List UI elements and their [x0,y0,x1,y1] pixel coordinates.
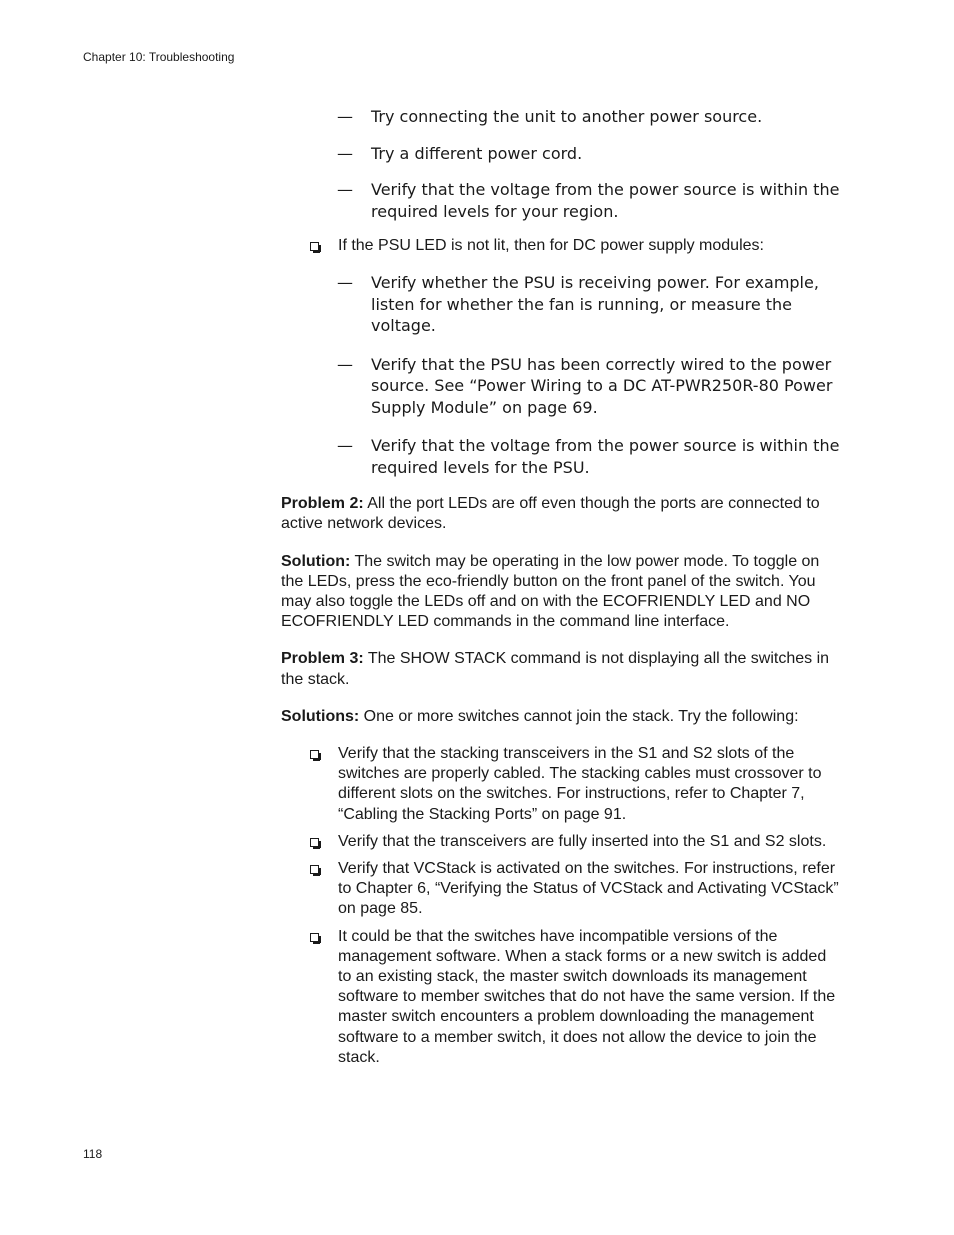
list-item [281,236,843,256]
solution-label: Solutions: [281,707,360,725]
page-number: 118 [83,1147,103,1161]
checkbox-bullet-icon [310,242,319,251]
checkbox-bullet-icon [310,750,319,759]
problem-2-paragraph [281,494,843,534]
list-item-text: Try connecting the unit to another power source. [371,107,763,126]
list-item [281,179,843,222]
em-dash: — [337,273,353,293]
solution-label: Solution: [281,552,351,570]
list-item-text: Verify that the PSU has been correctly wired to the power source. See “Power Wiring to a DC AT-PWR250R-80 Power Supply Module” on page 69. [371,354,833,417]
checkbox-bullet-icon [310,838,319,847]
checkbox-bullet-icon [310,865,319,874]
em-dash: — [337,436,353,456]
list-item [281,832,843,852]
list-item [281,106,843,128]
em-dash: — [337,180,353,199]
running-header: Chapter 10: Troubleshooting [83,50,235,64]
solution-text: The switch may be operating in the low power mode. To toggle on the LEDs, press the eco-friendly button on the front panel of the switch. You may also toggle the LEDs off and on with the ECOFRIENDLY LED and NO ECOFRIENDLY LED commands in the command line interface. [281,552,820,631]
problem-label: Problem 3: [281,650,364,668]
solution-text: One or more switches cannot join the stack. Try the following: [359,707,799,725]
checkbox-bullet-icon [310,933,319,942]
page-body [281,106,843,1068]
list-item [281,744,843,825]
em-dash: — [337,354,353,374]
list-item [281,143,843,165]
problem-text: The SHOW STACK command is not displaying all the switches in the stack. [281,650,830,688]
list-item-text: It could be that the switches have incompatible versions of the management software. When a stack forms or a new switch is added to an existing stack, the master switch downloads its management software to member switches that do not have the same version. If the master switch encounters a problem downloading the management software to a member switch, it does not allow the device to join the stack. [338,927,836,1066]
solutions-3-paragraph [281,707,843,727]
list-item [281,859,843,920]
list-item [281,435,843,478]
list-item-text: Verify that VCStack is activated on the switches. For instructions, refer to Chapter 6, “Verifying the Status of VCStack and Activating VCStack” on page 85. [338,860,839,918]
problem-3-paragraph [281,649,843,689]
em-dash: — [337,107,353,126]
list-item-text: Verify that the voltage from the power source is within the required levels for the PSU. [371,436,840,477]
list-item-text: Try a different power cord. [371,143,583,163]
list-item-text: Verify that the transceivers are fully inserted into the S1 and S2 slots. [338,832,827,850]
problem-label: Problem 2: [281,495,364,513]
problem-text: All the port LEDs are off even though the ports are connected to active network devices. [281,495,820,533]
list-item-text: Verify that the stacking transceivers in the S1 and S2 slots of the switches are properly cabled. The stacking cables must crossover to different slots on the switches. For instructions, refer to Chapter 7, “Cabling the Stacking Ports” on page 91. [338,745,822,823]
list-item [281,272,843,337]
list-item [281,354,843,419]
list-item-text: Verify whether the PSU is receiving power. For example, listen for whether the fan is running, or measure the voltage. [371,273,819,336]
solution-2-paragraph [281,552,843,633]
em-dash: — [337,143,353,163]
list-item-text: If the PSU LED is not lit, then for DC power supply modules: [338,237,764,254]
list-item [281,927,843,1068]
list-item-text: Verify that the voltage from the power source is within the required levels for your region. [371,180,840,221]
